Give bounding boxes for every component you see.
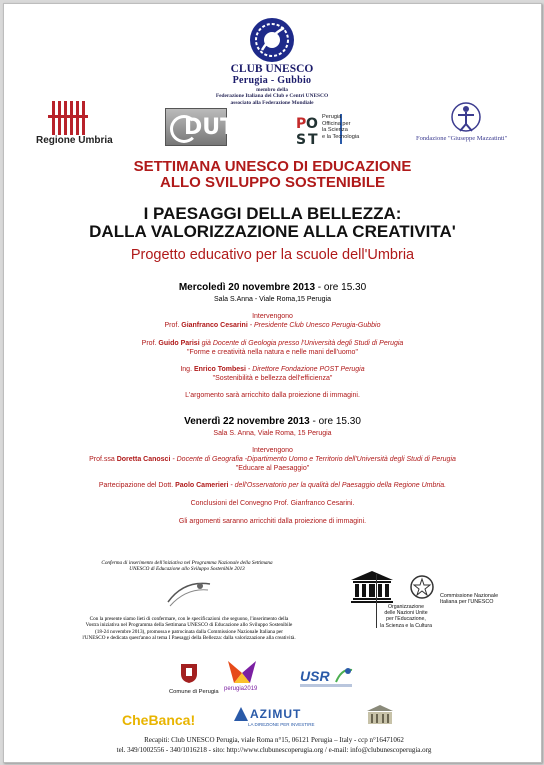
club-city: Perugia - Gubbio	[232, 75, 312, 86]
poster-page	[3, 3, 542, 763]
azimut-tagline: LA DIREZIONE PER INVESTIRE	[248, 722, 315, 727]
dut-logo-icon: DUT	[165, 108, 227, 146]
azimut-mark-icon	[234, 707, 248, 721]
footer-contacts: tel. 349/1002556 - 340/1016218 - sito: http://www.clubunescoperugia.org / e-mail: info@clubunescoperugia.org	[116, 746, 432, 754]
subtitle: Progetto educativo per la scuole dell'Umbria	[130, 247, 415, 263]
title-line2: ALLO SVILUPPO SOSTENIBILE	[159, 174, 386, 191]
day1-speaker1: Prof. Gianfranco Cesarini - Presidente Club Unesco Perugia-Gubbio	[164, 322, 381, 329]
main-title-line2: DALLA VALORIZZAZIONE ALLA CREATIVITA'	[89, 222, 456, 241]
day1-intervengono: Intervengono	[252, 313, 293, 320]
confirmation-body: Con la presente siamo lieti di confermare, con le specificazioni che seguono, l'inserimento della Vostra iniziativa nel Programma della Settimana UNESCO di Educazione allo Sviluppo Sostenibile (18-24 novembre 2013), promossa e patrocinata dalla Commissione Nazionale Italiana per l'UNESCO e dedicata quest'anno al tema I Paesaggi della Bellezza: dalla valorizzazione alla creatività.	[82, 616, 296, 641]
azimut-logo: AZIMUT	[250, 707, 302, 721]
club-unesco-logo-icon	[248, 16, 296, 64]
day1-speaker2-talk: "Forme e creatività nella natura e nelle mani dell'uomo"	[187, 349, 358, 356]
title-line1: SETTIMANA UNESCO DI EDUCAZIONE	[133, 158, 412, 175]
footer-address: Recapiti: Club UNESCO Perugia, viale Roma n°15, 06121 Perugia – Italy - ccp n°16471062	[144, 736, 404, 744]
club-name: CLUB UNESCO	[230, 63, 314, 75]
svg-text:S: S	[296, 132, 307, 146]
svg-text:O: O	[306, 116, 318, 132]
day2-intervengono: Intervengono	[252, 447, 293, 454]
mazzatinti-logo-icon	[451, 100, 481, 134]
svg-text:T: T	[308, 132, 318, 146]
settimana-logo-icon	[164, 576, 214, 610]
regione-umbria-logo-icon	[48, 101, 88, 135]
day1-venue: Sala S.Anna - Viale Roma,15 Perugia	[214, 296, 331, 303]
day1-note: L'argomento sarà arricchito dalla proiezione di immagini.	[185, 392, 360, 399]
perugia2019-label: perugia2019	[224, 686, 258, 692]
day1-date-line: Mercoledì 20 novembre 2013 - ore 15.30	[178, 282, 367, 293]
unesco-org-text: Organizzazione delle Nazioni Unite per l'Educazione, la Scienza e la Cultura	[380, 604, 432, 629]
unesco-temple-icon	[349, 570, 395, 604]
day2-participation: Partecipazione del Dott. Paolo Camerieri - dell'Osservatorio per la qualità del Paesaggio della Regione Umbria.	[98, 482, 447, 489]
comune-perugia-label: Comune di Perugia	[169, 689, 219, 695]
confirmation-heading: Conferma di inserimento dell'iniziativa nel Programma Nazionale della Settimana UNESCO di Educazione allo Sviluppo Sostenibile 2013	[101, 560, 273, 573]
post-text: Perugia Officina per la Scienza e la Tecnologia	[322, 114, 360, 140]
usr-logo: USR	[300, 668, 330, 684]
comune-perugia-crest-icon	[180, 662, 198, 684]
perugia2019-logo-icon	[224, 659, 260, 685]
svg-text:P: P	[296, 116, 307, 132]
main-title-line1: I PAESAGGI DELLA BELLEZZA:	[143, 204, 402, 223]
usr-underline	[300, 684, 352, 687]
unesco-divider	[376, 574, 377, 628]
mazzatinti-label: Fondazione "Giuseppe Mazzatinti"	[416, 135, 508, 142]
day2-speaker1: Prof.ssa Doretta Canosci - Docente di Geografia -Dipartimento Uomo e Territorio dell'Università degli Studi di Perugia	[89, 456, 456, 463]
chebanca-logo: CheBanca!	[122, 712, 196, 728]
day1-speaker2: Prof. Guido Parisi già Docente di Geologia presso l'Università degli Studi di Perugia	[141, 340, 404, 347]
building-logo-icon	[366, 704, 394, 726]
regione-umbria-label: Regione Umbria	[36, 135, 113, 146]
day2-conclusion: Conclusioni del Convegno Prof. Gianfranco Cesarini.	[190, 500, 355, 507]
unesco-commission-text: Commissione Nazionale Italiana per l'UNESCO	[440, 593, 499, 606]
usr-emblem-icon	[334, 664, 354, 684]
italian-emblem-icon	[409, 574, 435, 600]
day1-speaker3-talk: "Sostenibilità e bellezza dell'efficienza"	[212, 375, 333, 382]
day2-note: Gli argomenti saranno arricchiti dalla proiezione di immagini.	[178, 518, 367, 525]
membership-text: membro della Federazione Italiana dei Club e Centri UNESCO associato alla Federazione Mondiale	[215, 87, 329, 106]
day1-speaker3: Ing. Enrico Tombesi - Direttore Fondazione POST Perugia	[180, 366, 365, 373]
day2-speaker1-talk: "Educare al Paesaggio"	[235, 465, 310, 472]
day2-date-line: Venerdì 22 novembre 2013 - ore 15.30	[184, 416, 361, 427]
day2-venue: Sala S. Anna, Viale Roma, 15 Perugia	[213, 430, 332, 437]
